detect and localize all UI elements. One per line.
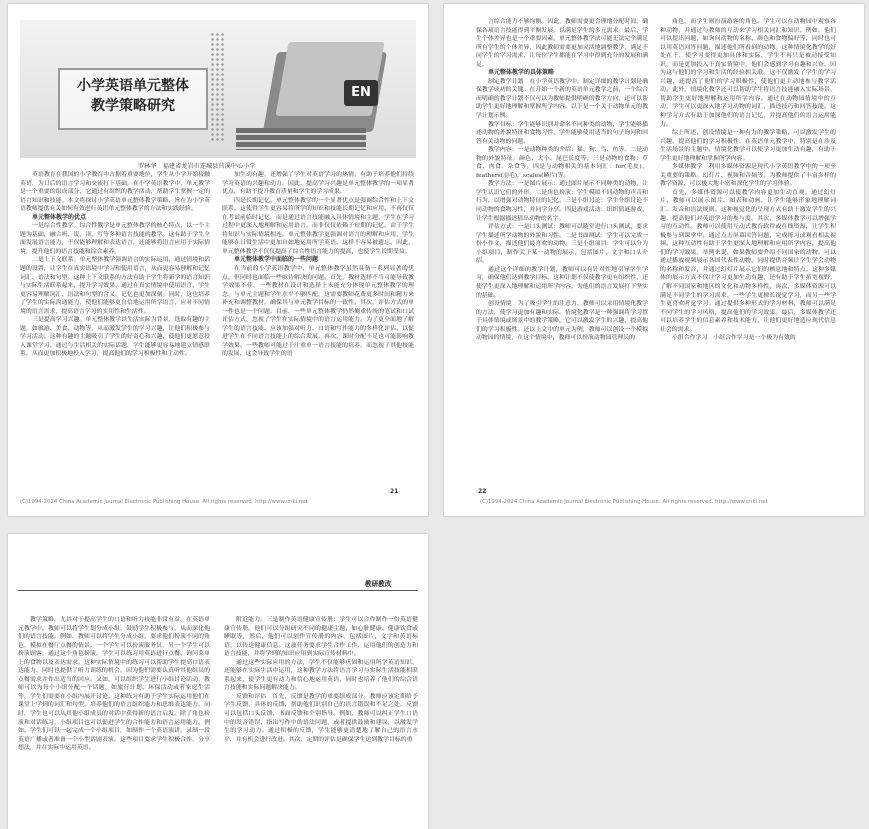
article-hero-banner	[20, 20, 416, 158]
paragraph: 附近能力。三是制作英语健康宣传册：学生可以合作制作一份英语健康宣传册。他们可以分组研究不同的健康主题，如心脏健康、健康饮食或睡眠等，然后，他们可以创作宣传册的内容，包括图片、文字和英语标语，以传达健康信息。这项任务要求学生合作工作，运用他们的创造力和语言技能，并将学到的知识应用到实际宣传材料中。	[224, 617, 418, 658]
paragraph: 教学方法：一是图片展示：通过图片展示不同种类的动物，让学生认识它们的外形。二是角色扮演：学生模拟不同动物的声音和行为，以增强对动物特征的记忆。三是小组讨论：学生分组讨论不同动物的食物习性，并同学分享。四是游戏活动：组织猜谜游戏，让学生根据描述猜出动物的名字。	[476, 181, 648, 222]
journal-page-21	[8, 4, 428, 516]
paragraph: 三是提高学习兴趣。单元整体教学以生活实际为背景，选取有趣的主题，如旅游、美食、动物等，从而激发学生的学习兴趣，让他们积极参与学习活动。这种有趣的主题吸引了学生的好奇心和兴趣，使他们更愿意投入课堂学习。通过与生活相关的实际话题，学生能够更容易地建立情感联系，从而更加积极地投入学习，提高他们的学习积极性和主动性。	[20, 317, 210, 358]
paragraph: 制定教学计划 在小学英语教学中，制定详细的教学计划是确保教学成功的关键。在开始一个新的英语单元教学之前，一个综合而明确的教学计划不仅可以为教师提供明确的教学方向，还可以帮助学生更好地理解和掌握所学内容。以下是一个关于动物单元的教学计划示例。	[476, 78, 648, 120]
paragraph: 教学内容：一是动物种类的介绍：猫、狗、鸟、鱼等。二是动物的外貌特征：颜色、大小、尾巴长度等。三是动物的食物：草食、肉食、杂食等。四是与动物相关的基本词汇：fur(毛皮)，feathers(羽毛)，scales(鳞片)等。	[476, 147, 648, 179]
article-title-line1: 小学英语单元整体	[77, 78, 189, 94]
section-heading: 单元整体教学中面临的一些问题	[234, 256, 319, 264]
en-badge-icon: EN	[344, 80, 378, 106]
text-column-right	[224, 616, 418, 828]
article-author: 罗林华 福建省龙岩市连城县莒溪中心小学	[138, 163, 256, 170]
article-title	[62, 76, 204, 116]
header-divider	[18, 590, 418, 591]
text-column-left	[18, 616, 210, 828]
text-column-right	[660, 18, 836, 488]
paragraph: 通过这个详细的教学计划，教师可以有针对性地引导学生学习，确保他们达到教学目标。这种计划不仅使教学更有组织性，还使学生更深入地理解和运用所学内容，为他们的语言发展打下坚实的基础。	[476, 266, 648, 299]
paragraph: 首先，多媒体资源可以使教学内容更加生动直观。通过幻灯片，教师可以展示图片、图表和动画，让学生能够形象地理解词汇、发音和语法规则。这种视觉化的呈现方式有助于激发学生的兴趣，提高他们对英语学习的参与度。其次，多媒体教学可以增强学习的互动性。教师可以使用互动式教育软件或在线资源，让学生积极参与到课堂中，通过点击屏幕回答问题，完成练习或观看相关视频。这种互动性有助于学生更深入地理解和应用所学内容，提高他们的学习效果。举例来说，如果教师要介绍不同国家的动物，可以通过播放视频展示各国代表性动物，同时提供音频让学生学会动物的名称和发音，并通过幻灯片展示它们的栖息地和特点。这种多媒体的展示方式不仅让学习更加生动有趣，还有助于学生拓宽视野，了解不同国家和地区的文化和动物多样性。再次，多媒体资源可以满足不同学生的学习需求。一些学生更擅长视觉学习，而另一些学生更喜欢听觉学习。通过提供多种形式的学习材料，教师可以满足不同学生的学习风格，提高他们的学习效果。最后，多媒体教学还可以培养学生的信息素养和技术能力，让他们更好地适应现代信息社会的需求。	[660, 189, 836, 333]
paragraph: 二是上下文联系。单元整体教学强调语言的实际运用，通过情境和话题的设置，让学生在真实语境中学习和使用语言，从而更容易理解和记忆词汇、语法和句型。这种上下文联系的方法有助于学生将新学的语言知识与实际生活联系起来，提升学习效果。通过在真实情境中使用语言，学生更容易理解词汇、语法和句型的含义，记忆也更加深刻。同时，这也培养了学生的实际沟通能力，使他们能够更自信地运用所学语言，应对不同情境的语言需求，提高语言学习的实用性和生活性。	[20, 257, 210, 315]
paragraph: 在当前的小学英语教学中，单元整体教学虽然具备一系列显著的优点，但同时也面临一些亟待解决的问题。首先，教材选择不当可能导致教学效果不佳，一些教材在设计和选择上未能充分体现单元整体教学的理念，与单元主题和学生水平不够匹配，这需要教师花费更多时间和精力来补充和调整教材，确保其与单元教学目标的一致性。其次，评估方式的单一性也是一个问题。目前，一些单元整体教学仍然侧重传统的笔试和口试评估方式，忽视了学生在实际情境中的语言运用能力。为了更全面地了解学生的语言技能，应该加强对听力、口语和写作能力的多样化评估，以促进学生在不同语言技能上的综合发展。再次，课时分配不足也可能影响教学效果。一些教师可能过于注重单一语言技能的培养，而忽视了其他技能的发展，这会导致学生的语	[222, 266, 414, 358]
paragraph: 一是综合性教学。综合性教学是单元整体教学的核心特点，以一个主题为基础，融合听、说、读、写等多种语言技能的教学。这有助于学生全面发展语言能力，不仅能够理解和表达语言，还能够将语言应用于实际情境，提升他们的语言技能和综合素养。	[20, 223, 210, 255]
section-heading: 单元整体教学的具体策略	[488, 69, 555, 77]
section-header-label: 教研教改	[365, 580, 392, 588]
paragraph: 教学策略，尤其对于提高学生的口语和听力技能非常有益。在英语单元教学中，教师可以将学生划分成小组，鼓励学生积极参与，从而深化他们的语言技能。例如，教师可以将学生分成小组，要求他们扮演不同的角色，模拟在餐厅点餐的情景。一个学生可以扮演服务员，另一个学生可以扮演顾客，通过这个角色扮演，学生可以练习用英语进行点餐、询问菜单上的食物以及表达需求。这种实际情境中的练习可以帮助学生提高口语表达能力，同时也提供了听力训练的机会，因为他们需要认真听其他组员的点餐需求并作出适当的回应。又如，可以组织学生进行小组讨论活动，教师可以为每个小组分配一个话题，如旅行计划、环保活动或者家庭生活等，学生们需要在小组内展开讨论。这种练习有助于学生实际运用他们在课堂上学到的词汇和句型，培养他们的语言组织能力和思维表达能力。同时，学生也可以从其他小组成员的对话中获得新的语言启发。除了角色扮演和对话练习，小组项目也可以促进学生的合作能力和语言运用能力。例如，学生们可以一起完成一个小组项目，如制作一个英语演讲、录制一段英语广播或者准备一个小型话剧表演。这些项目要求学生积极合作，分享想法，并在实际中运用英语。	[18, 617, 210, 752]
page-number: 22	[478, 488, 487, 495]
copyright-notice: (C)1994-2024 China Academic Journal Electronic Publishing House. All rights reserved. http://www.cnki.net	[480, 499, 768, 505]
paragraph: 言综合能力不够均衡。因此，教师需要更合理地分配时间，确保各项语言技能得到平衡发展，以满足学生的多元需求。最后，学生个体差异也是一个重要因素。单元整体教学法可能无法完全满足所有学生的个体差异，因此教师需要更加灵活地调整教学，满足不同学生的学习需求，让每位学生都能在学习中得到充分的发展和满足。	[476, 19, 648, 68]
paragraph: 角色，而学生则扮演游客的角色。学生可以在动物园中观察各种动物，并通过与教师的互动来学习相关词汇和知识。例如，他们可以提出问题，如询问动物的名称、颜色和食物偏好等，同时也可以用英语回答问题，描述他们所看到的动物。这种情境化教学的好处在于，使学习变得更加具体和实际，学生不再只是被动接受知识，而是更加投入于真实情境中，他们会感到学习有趣和兴奋，因为这与他们的学习和生活的经验相关联。这不仅激发了学生的学习兴趣，还提高了他们的学习积极性，使他们更主动地参与教学活动。此外，情境化教学还可以帮助学生将语言技能融入实际场景，帮助学生更好地理解和运用所学内容。通过在动物园情境中的互动，学生可以更深入地学习动物的词汇，描述技巧和回答技能。这种学习方式有助于加深他们的语言记忆，并提高他们的语言运用能力。	[660, 19, 836, 128]
paragraph: 加生动有趣，还增强了学生对英语学习的热情，有助于培养他们持续学习英语的兴趣和动力。因此，提高学习兴趣是单元整体教学的一项显著优点，有助于提升教育质量和学生的学习成果。	[222, 172, 414, 196]
copyright-notice: (C)1994-2024 China Academic Journal Electronic Publishing House. All rights reserved. http://www.cnki.net	[20, 499, 308, 505]
paragraph: 小组合作学习 小组合作学习是一个极为有效的	[672, 335, 796, 342]
text-column-left	[20, 171, 210, 489]
paragraph: 反馈和评估 首先，反馈是教学的重要组成部分。教师应该定期给予学生反馈，具体的反馈，帮助他们识别自己的语言错误和不足之处。反馈可以包括口头反馈、书面反馈和个别指导。例如，教师可以纠正学生口语中的发音错误、指出写作中的语法问题，或者提供鼓励和建议，以激发学生的学习动力。通过积极的反馈，学生能够更清楚地了解自己的语言水平，并有机会进行改进。其次，定期的评估是确保学生达到教学目标的重	[224, 693, 418, 743]
paragraph: 创设情境 为了吸引学生的注意力，教师可以采用情境化教学的方法，使学习更加有趣和实际。情境化教学是一种强调将学习置于具体情境或场景中的教学策略，它可以激发学生的兴趣，提高他们的学习积极性。还以上文中的单元为例，教师可以创设一个模拟动物园的情境，在这个情境中，教师可以扮演动物园管理员的	[476, 301, 648, 342]
paragraph: 四是长期记忆。单元整体教学的一个显著优点是强调综合性和上下文联系，这使得学生更容易将所学的知识和技能长期记忆和应用。不再仅仅在考试前临时记忆，而是通过语言技能融入具体情境和主题，学生在学习过程中更深入地理解和运用语言，而非仅仅依赖于短期的记忆。由于学生将知识与实际情境相连，单元整体教学更强调对语言的理解和应用，学生能够在日常生活中更加自如地运用所学英语，这样不容易被遗忘。因此，单元整体教学不仅仅提高了综合性语言能力的提高，也使学生长期受益。	[222, 197, 414, 255]
text-column-right	[222, 171, 414, 489]
journal-page-23	[8, 534, 428, 829]
paragraph: 教学目标：学生能够识别并命名不同种类的动物，学生能够描述动物的外貌特征和食物习性，学生能够使用适当的句子询问和回答有关动物的问题。	[476, 121, 648, 145]
dot-pattern-decoration	[210, 32, 224, 142]
book-stack-illustration	[236, 128, 366, 150]
article-title-line2: 教学策略研究	[91, 98, 175, 114]
paragraph: 通过这些实际应用的方法，学生不仅能够巩固和运用所学英语知识，还能够在实际生活中运用，这种教学方法将语言学习与实际生活技能相联系起来，使学生更有动力和信心地运用英语，同时也培养了他们的综合语言技能和实际问题解决能力。	[224, 659, 418, 692]
paragraph: 英语教育在我国的小学教育中占据着重要地位，学生从小学开始接触英语，为日后的语言学习和交流打下基础。在小学英语教学中，单元教学是一个重要的组成部分，它通过有组织的教学活动，帮助学生掌握一定的语言知识和技能。本文将探讨小学英语单元整体教学策略，旨在为小学英语教师提供有关如何有效进行英语单元整体教学的方法和实践经验。	[20, 172, 210, 213]
text-column-left	[476, 18, 648, 488]
paragraph: 多媒体教学 利用多媒体资源是现代小学英语教学中的一项至关重要的策略。幻灯片、视频和音频等，为教师提供了丰富多样的教学资源，可以极大地丰富和深化学生的学习体验。	[660, 164, 836, 188]
section-heading: 单元整体教学的优点	[32, 213, 87, 221]
paragraph: 评估方式：一是口头测试：教师可以随堂进行口头测试，要求学生描述所学动物的外貌和习性。二是书面测试：学生可以完成一份小作文，描述他们最喜欢的动物。三是小组项目：学生可以分为小组项目，制作关于某一动物的展示，包括图片、文字和口头介绍。	[476, 224, 648, 265]
paragraph: 综上所述，创设情境是一种有力的教学策略，可以激发学生的兴趣，提高他们的学习积极性。在英语单元教学中，特别是在涉及生活场景的主题中，情境化教学可以使学习更加生动有趣，有助于学生更好地理解和掌握所学内容。	[660, 130, 836, 162]
page-number: 21	[390, 488, 399, 495]
journal-page-22	[444, 4, 864, 516]
